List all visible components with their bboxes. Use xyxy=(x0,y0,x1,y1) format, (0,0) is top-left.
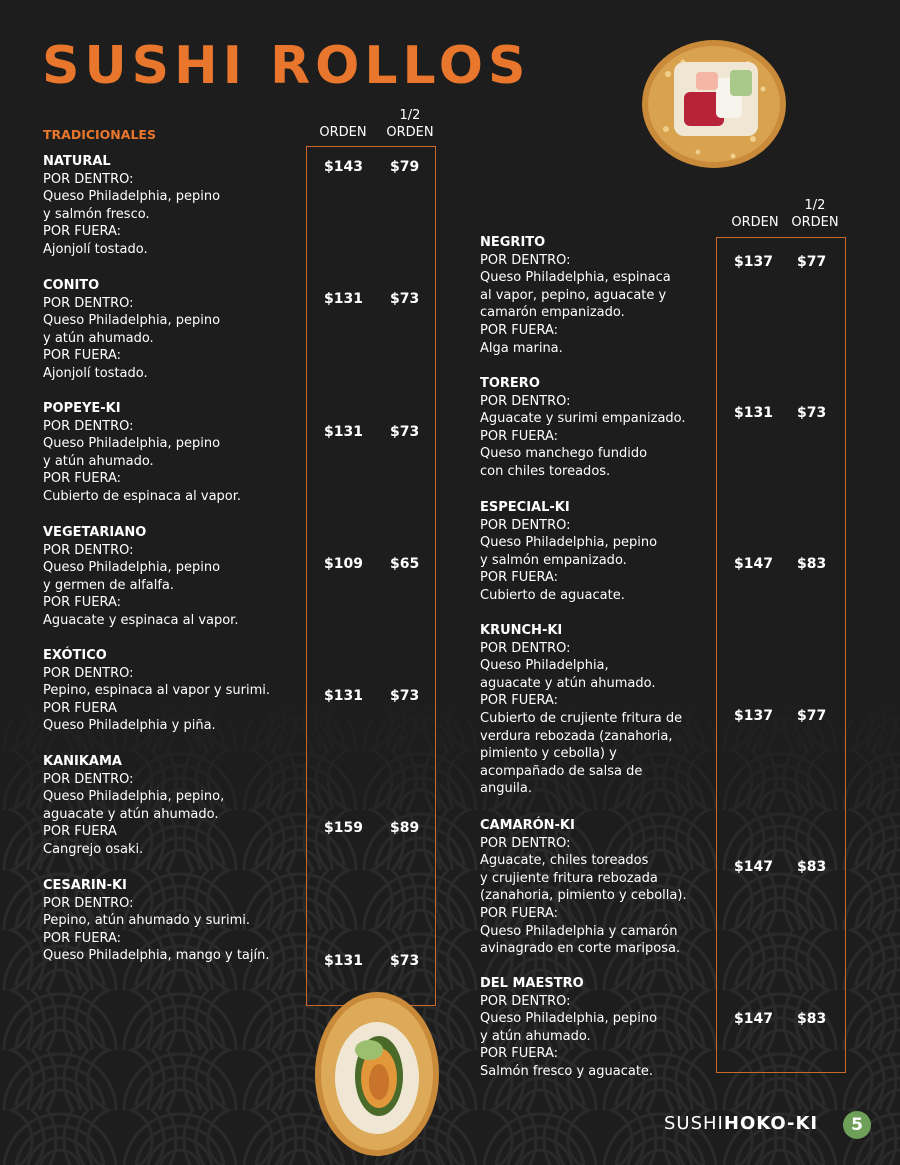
price-box-right xyxy=(716,237,846,1073)
menu-item-description-line: Aguacate y surimi empanizado. xyxy=(480,411,686,427)
menu-item-description-line: POR DENTRO: xyxy=(43,665,134,681)
menu-item-description-line: POR DENTRO: xyxy=(480,393,571,409)
menu-item-description-line: y atún ahumado. xyxy=(480,1028,591,1044)
menu-item-description-line: con chiles toreados. xyxy=(480,463,611,479)
price-media-orden: $73 xyxy=(390,953,420,969)
menu-item xyxy=(480,499,657,605)
price-orden: $131 xyxy=(324,953,363,969)
menu-item-description-line: verdura rebozada (zanahoria, xyxy=(480,728,673,744)
menu-item-description-line: POR FUERA: xyxy=(43,595,121,611)
page-number-badge: 5 xyxy=(843,1111,871,1139)
menu-item-description-line: Alga marina. xyxy=(480,340,563,356)
menu-item-description-line: Queso Philadelphia, pepino xyxy=(43,436,221,452)
menu-item-description-line: pimiento y cebolla) y xyxy=(480,746,617,762)
menu-item xyxy=(43,277,220,383)
menu-item-description-line: POR FUERA: xyxy=(43,224,121,240)
menu-item-description-line: POR DENTRO: xyxy=(43,542,134,558)
menu-item-description-line: Queso Philadelphia, espinaca xyxy=(480,270,671,286)
menu-item-description-line: POR DENTRO: xyxy=(43,895,134,911)
menu-item-description-line: POR DENTRO: xyxy=(43,771,134,787)
menu-item-description-line: Pepino, atún ahumado y surimi. xyxy=(43,913,250,929)
menu-item-description-line: anguila. xyxy=(480,781,533,797)
menu-item-description-line: Queso Philadelphia, pepino xyxy=(480,535,658,551)
menu-item-name: CONITO xyxy=(43,278,100,293)
menu-item-description-line: Queso Philadelphia, xyxy=(480,658,609,674)
price-orden: $137 xyxy=(734,254,773,270)
menu-item-description-line: acompañado de salsa de xyxy=(480,763,643,779)
menu-item-description-line: Queso Philadelphia, pepino xyxy=(43,313,221,329)
menu-item-description-line: y salmón fresco. xyxy=(43,206,150,222)
price-media-orden: $73 xyxy=(390,424,420,440)
menu-item-description-line: POR DENTRO: xyxy=(43,295,134,311)
sushi-roll-image-bottom xyxy=(313,990,441,1158)
menu-item xyxy=(480,975,657,1081)
menu-item-description-line: POR FUERA: xyxy=(480,905,558,921)
menu-item-description-line: y germen de alfalfa. xyxy=(43,577,175,593)
price-media-orden: $89 xyxy=(390,820,420,836)
menu-item-description-line: aguacate y atún ahumado. xyxy=(480,675,656,691)
section-label: TRADICIONALES xyxy=(43,127,156,142)
menu-item-description-line: y atún ahumado. xyxy=(43,330,154,346)
menu-item-description-line: y salmón empanizado. xyxy=(480,552,627,568)
menu-item-description-line: POR DENTRO: xyxy=(480,252,571,268)
brand-light: SUSHI xyxy=(664,1113,724,1134)
menu-item-description-line: al vapor, pepino, aguacate y xyxy=(480,287,667,303)
menu-item-name: CAMARÓN-KI xyxy=(480,818,575,833)
price-orden: $131 xyxy=(324,291,363,307)
menu-item-description-line: POR DENTRO: xyxy=(480,640,571,656)
menu-item-description-line: y atún ahumado. xyxy=(43,453,154,469)
menu-item-description-line: POR FUERA: xyxy=(480,322,558,338)
menu-item-name: KANIKAMA xyxy=(43,754,122,769)
price-media-orden: $73 xyxy=(797,405,827,421)
menu-item xyxy=(43,753,224,859)
price-orden: $159 xyxy=(324,820,363,836)
price-orden: $147 xyxy=(734,859,773,875)
page-title: SUSHI ROLLOS xyxy=(42,36,531,96)
price-box-left xyxy=(306,146,436,1006)
price-orden: $131 xyxy=(324,424,363,440)
orden-header-left: ORDEN xyxy=(319,125,367,140)
menu-item-name: CESARIN-KI xyxy=(43,878,127,893)
orden-header-right: ORDEN xyxy=(731,215,779,230)
price-media-orden: $65 xyxy=(390,556,420,572)
price-orden: $131 xyxy=(734,405,773,421)
menu-item-description-line: POR FUERA: xyxy=(43,348,121,364)
half-header-bottom-left: ORDEN xyxy=(386,125,434,140)
menu-item-name: ESPECIAL-KI xyxy=(480,500,570,515)
menu-item-description-line: Aguacate, chiles toreados xyxy=(480,853,649,869)
menu-item-description-line: Queso Philadelphia, pepino, xyxy=(43,789,225,805)
price-media-orden: $83 xyxy=(797,859,827,875)
half-header-bottom-right: ORDEN xyxy=(791,215,839,230)
menu-item-description-line: camarón empanizado. xyxy=(480,305,625,321)
menu-item-description-line: Pepino, espinaca al vapor y surimi. xyxy=(43,683,271,699)
menu-item xyxy=(480,234,671,357)
menu-item xyxy=(43,877,269,965)
price-media-orden: $73 xyxy=(390,688,420,704)
price-media-orden: $77 xyxy=(797,708,827,724)
menu-item-description-line: POR FUERA: xyxy=(480,570,558,586)
menu-item-description-line: Queso Philadelphia, pepino xyxy=(43,560,221,576)
price-media-orden: $79 xyxy=(390,159,420,175)
menu-item xyxy=(43,153,220,259)
menu-item-description-line: Aguacate y espinaca al vapor. xyxy=(43,612,239,628)
menu-item xyxy=(480,622,682,798)
menu-item xyxy=(480,375,686,481)
menu-item xyxy=(43,524,238,630)
menu-item-description-line: POR FUERA: xyxy=(43,930,121,946)
menu-item-description-line: aguacate y atún ahumado. xyxy=(43,806,219,822)
menu-item-description-line: POR DENTRO: xyxy=(480,993,571,1009)
menu-item-description-line: POR FUERA xyxy=(43,824,117,840)
menu-item-description-line: Ajonjolí tostado. xyxy=(43,241,148,257)
menu-item-description-line: POR FUERA xyxy=(43,700,117,716)
menu-item-description-line: Queso Philadelphia y camarón xyxy=(480,923,678,939)
menu-item-description-line: Queso Philadelphia, pepino xyxy=(43,189,221,205)
menu-item-description-line: Ajonjolí tostado. xyxy=(43,365,148,381)
menu-item-description-line: Queso manchego fundido xyxy=(480,446,648,462)
menu-item-description-line: Cangrejo osaki. xyxy=(43,841,144,857)
half-header-top-right: 1/2 xyxy=(804,198,826,213)
price-orden: $109 xyxy=(324,556,363,572)
price-orden: $131 xyxy=(324,688,363,704)
menu-item-description-line: Cubierto de espinaca al vapor. xyxy=(43,488,242,504)
menu-item-description-line: Cubierto de aguacate. xyxy=(480,587,625,603)
menu-item-name: VEGETARIANO xyxy=(43,525,147,540)
price-media-orden: $73 xyxy=(390,291,420,307)
menu-item-name: POPEYE-KI xyxy=(43,401,121,416)
half-header-top-left: 1/2 xyxy=(399,108,421,123)
menu-item-description-line: avinagrado en corte mariposa. xyxy=(480,941,681,957)
menu-item-description-line: POR FUERA: xyxy=(43,471,121,487)
menu-item-description-line: POR DENTRO: xyxy=(43,418,134,434)
menu-item-description-line: Queso Philadelphia, pepino xyxy=(480,1011,658,1027)
price-media-orden: $77 xyxy=(797,254,827,270)
price-orden: $137 xyxy=(734,708,773,724)
menu-item-name: DEL MAESTRO xyxy=(480,976,584,991)
menu-item-name: NATURAL xyxy=(43,154,111,169)
menu-item-name: KRUNCH-KI xyxy=(480,623,563,638)
menu-item-description-line: POR FUERA: xyxy=(480,693,558,709)
price-media-orden: $83 xyxy=(797,1011,827,1027)
menu-item-description-line: POR FUERA: xyxy=(480,1046,558,1062)
sushi-roll-image-top xyxy=(638,34,790,170)
menu-item-description-line: Queso Philadelphia y piña. xyxy=(43,718,216,734)
menu-item-name: EXÓTICO xyxy=(43,648,107,663)
menu-item-description-line: Cubierto de crujiente fritura de xyxy=(480,710,683,726)
menu-item xyxy=(43,400,241,506)
price-media-orden: $83 xyxy=(797,556,827,572)
brand-logo xyxy=(664,1113,818,1134)
menu-item-description-line: y crujiente fritura rebozada xyxy=(480,870,658,886)
price-orden: $147 xyxy=(734,1011,773,1027)
menu-item xyxy=(43,647,270,735)
price-orden: $147 xyxy=(734,556,773,572)
menu-item-description-line: Salmón fresco y aguacate. xyxy=(480,1063,654,1079)
menu-item-description-line: Queso Philadelphia, mango y tajín. xyxy=(43,948,270,964)
menu-item-name: NEGRITO xyxy=(480,235,546,250)
menu-item-description-line: POR FUERA: xyxy=(480,428,558,444)
menu-item-description-line: POR DENTRO: xyxy=(480,835,571,851)
brand-bold: HOKO-KI xyxy=(723,1113,819,1134)
price-orden: $143 xyxy=(324,159,363,175)
menu-item-description-line: POR DENTRO: xyxy=(43,171,134,187)
menu-item xyxy=(480,817,687,958)
menu-item-description-line: POR DENTRO: xyxy=(480,517,571,533)
menu-item-description-line: (zanahoria, pimiento y cebolla). xyxy=(480,888,687,904)
menu-item-name: TORERO xyxy=(480,376,540,391)
